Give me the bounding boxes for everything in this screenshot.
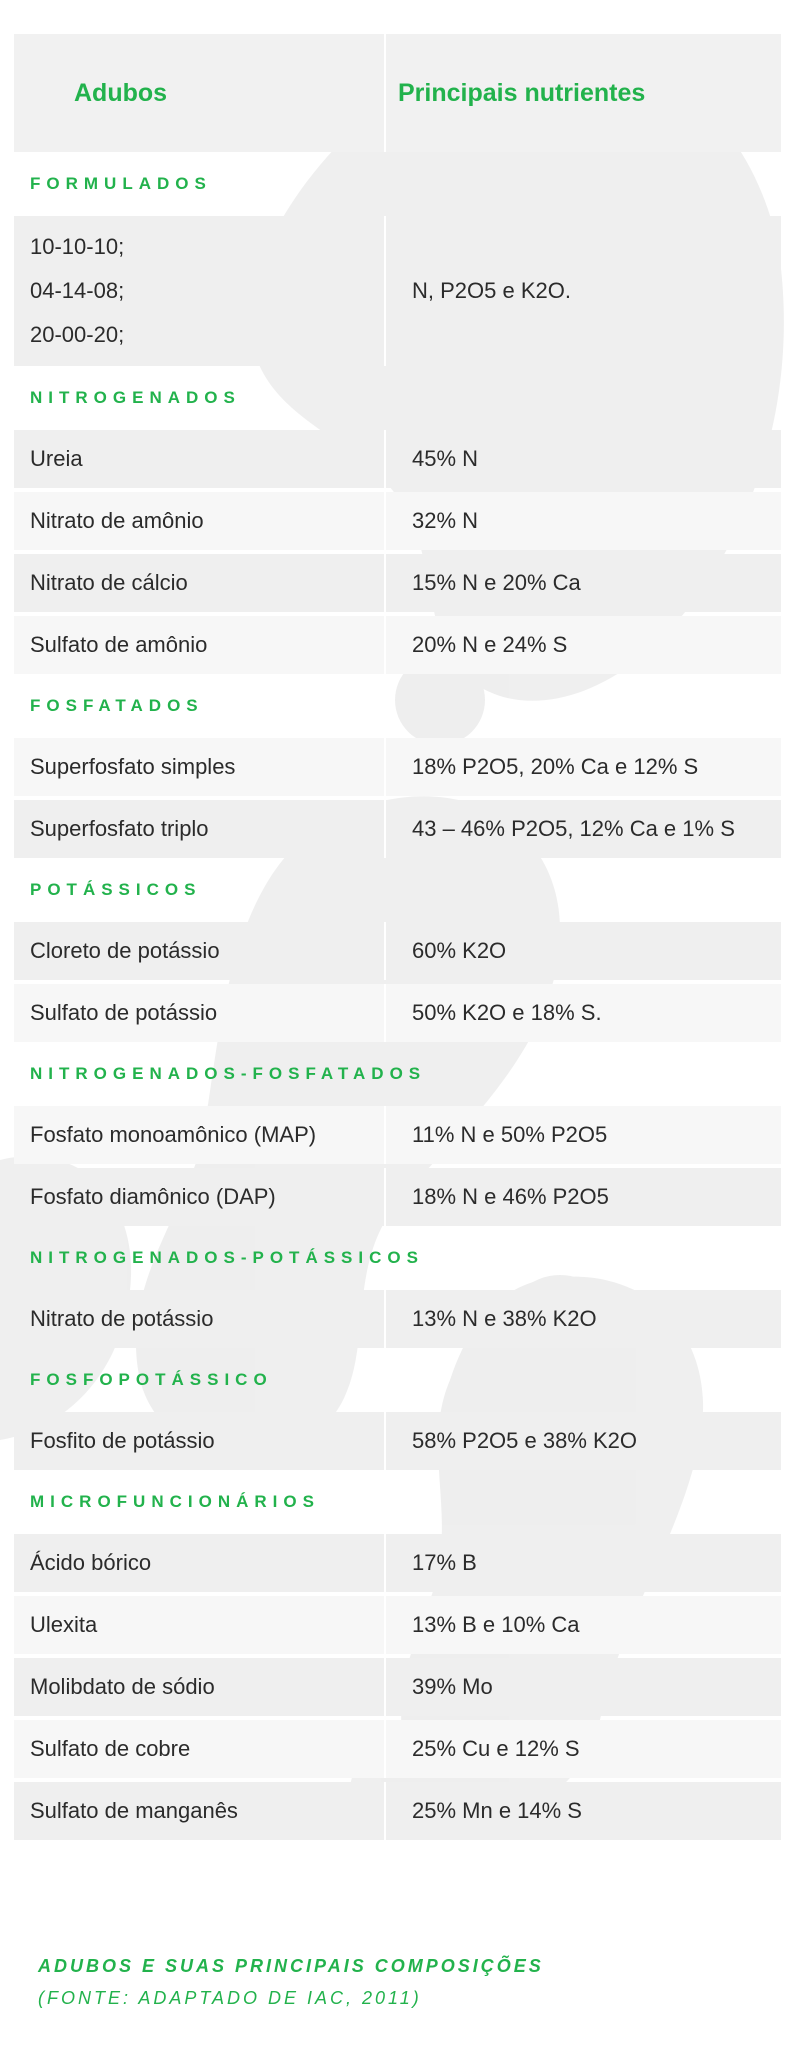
row-name: Fosfato monoamônico (MAP) [30, 1122, 317, 1147]
category-potassicos [14, 862, 781, 918]
row-value: 18% P2O5, 20% Ca e 12% S [384, 738, 781, 796]
row-value: 13% B e 10% Ca [384, 1596, 781, 1654]
table-row [14, 554, 781, 612]
row-value: 32% N [384, 492, 781, 550]
formula-line: 10-10-10; [30, 234, 125, 259]
fertilizer-table [14, 34, 781, 1844]
header-adubos: Adubos [74, 78, 168, 107]
table-row [14, 1596, 781, 1654]
row-name: Sulfato de potássio [30, 1000, 218, 1025]
table-row [14, 1412, 781, 1470]
row-name: Sulfato de cobre [30, 1736, 191, 1761]
table-row [14, 1534, 781, 1592]
table-row [14, 1782, 781, 1840]
category-fosfopotassico [14, 1352, 781, 1408]
row-name: Ureia [30, 446, 83, 471]
row-value: 39% Mo [384, 1658, 781, 1716]
formulados-nutrients: N, P2O5 e K2O. [384, 216, 781, 366]
table-row [14, 1720, 781, 1778]
category-nitrogenados-potassicos [14, 1230, 781, 1286]
table-row [14, 216, 781, 366]
table-row [14, 616, 781, 674]
category-title: NITROGENADOS-POTÁSSICOS [30, 1248, 424, 1267]
table-header [14, 34, 781, 152]
category-title: NITROGENADOS-FOSFATADOS [30, 1064, 427, 1083]
row-value: 20% N e 24% S [384, 616, 781, 674]
row-name: Molibdato de sódio [30, 1674, 215, 1699]
category-microfuncionarios [14, 1474, 781, 1530]
table-row [14, 738, 781, 796]
table-row [14, 984, 781, 1042]
row-value: 58% P2O5 e 38% K2O [384, 1412, 781, 1470]
category-fosfatados [14, 678, 781, 734]
table-row [14, 430, 781, 488]
table-row [14, 1106, 781, 1164]
header-nutrientes: Principais nutrientes [384, 34, 781, 152]
formulados-names [14, 216, 384, 366]
category-title: MICROFUNCIONÁRIOS [30, 1492, 320, 1511]
row-name: Sulfato de manganês [30, 1798, 238, 1823]
row-name: Fosfato diamônico (DAP) [30, 1184, 276, 1209]
row-name: Superfosfato simples [30, 754, 236, 779]
caption-source: (FONTE: ADAPTADO DE IAC, 2011) [38, 1988, 422, 2008]
row-value: 18% N e 46% P2O5 [384, 1168, 781, 1226]
row-name: Ulexita [30, 1612, 98, 1637]
category-title: NITROGENADOS [30, 388, 241, 407]
table-row [14, 922, 781, 980]
row-value: 45% N [384, 430, 781, 488]
category-nitrogenados [14, 370, 781, 426]
table-row [14, 1290, 781, 1348]
table-row [14, 800, 781, 858]
row-value: 25% Cu e 12% S [384, 1720, 781, 1778]
row-name: Superfosfato triplo [30, 816, 209, 841]
row-value: 43 – 46% P2O5, 12% Ca e 1% S [384, 800, 781, 858]
row-name: Cloreto de potássio [30, 938, 220, 963]
row-name: Ácido bórico [30, 1550, 152, 1575]
category-title: FOSFATADOS [30, 696, 204, 715]
category-title: POTÁSSICOS [30, 880, 202, 899]
row-name: Nitrato de potássio [30, 1306, 214, 1331]
caption-title: ADUBOS E SUAS PRINCIPAIS COMPOSIÇÕES [38, 1956, 544, 1976]
row-name: Nitrato de cálcio [30, 570, 188, 595]
table-row [14, 492, 781, 550]
row-name: Nitrato de amônio [30, 508, 204, 533]
row-value: 13% N e 38% K2O [384, 1290, 781, 1348]
row-name: Sulfato de amônio [30, 632, 208, 657]
category-nitrogenados-fosfatados [14, 1046, 781, 1102]
row-value: 60% K2O [384, 922, 781, 980]
row-value: 15% N e 20% Ca [384, 554, 781, 612]
table-row [14, 1168, 781, 1226]
row-value: 11% N e 50% P2O5 [384, 1106, 781, 1164]
row-name: Fosfito de potássio [30, 1428, 215, 1453]
row-value: 17% B [384, 1534, 781, 1592]
formula-line: 20-00-20; [30, 322, 125, 347]
row-value: 25% Mn e 14% S [384, 1782, 781, 1840]
table-row [14, 1658, 781, 1716]
row-value: 50% K2O e 18% S. [384, 984, 781, 1042]
table-caption [38, 1950, 544, 2014]
formula-line: 04-14-08; [30, 278, 125, 303]
category-formulados [14, 156, 781, 212]
category-title: FORMULADOS [30, 174, 212, 193]
category-title: FOSFOPOTÁSSICO [30, 1370, 273, 1389]
